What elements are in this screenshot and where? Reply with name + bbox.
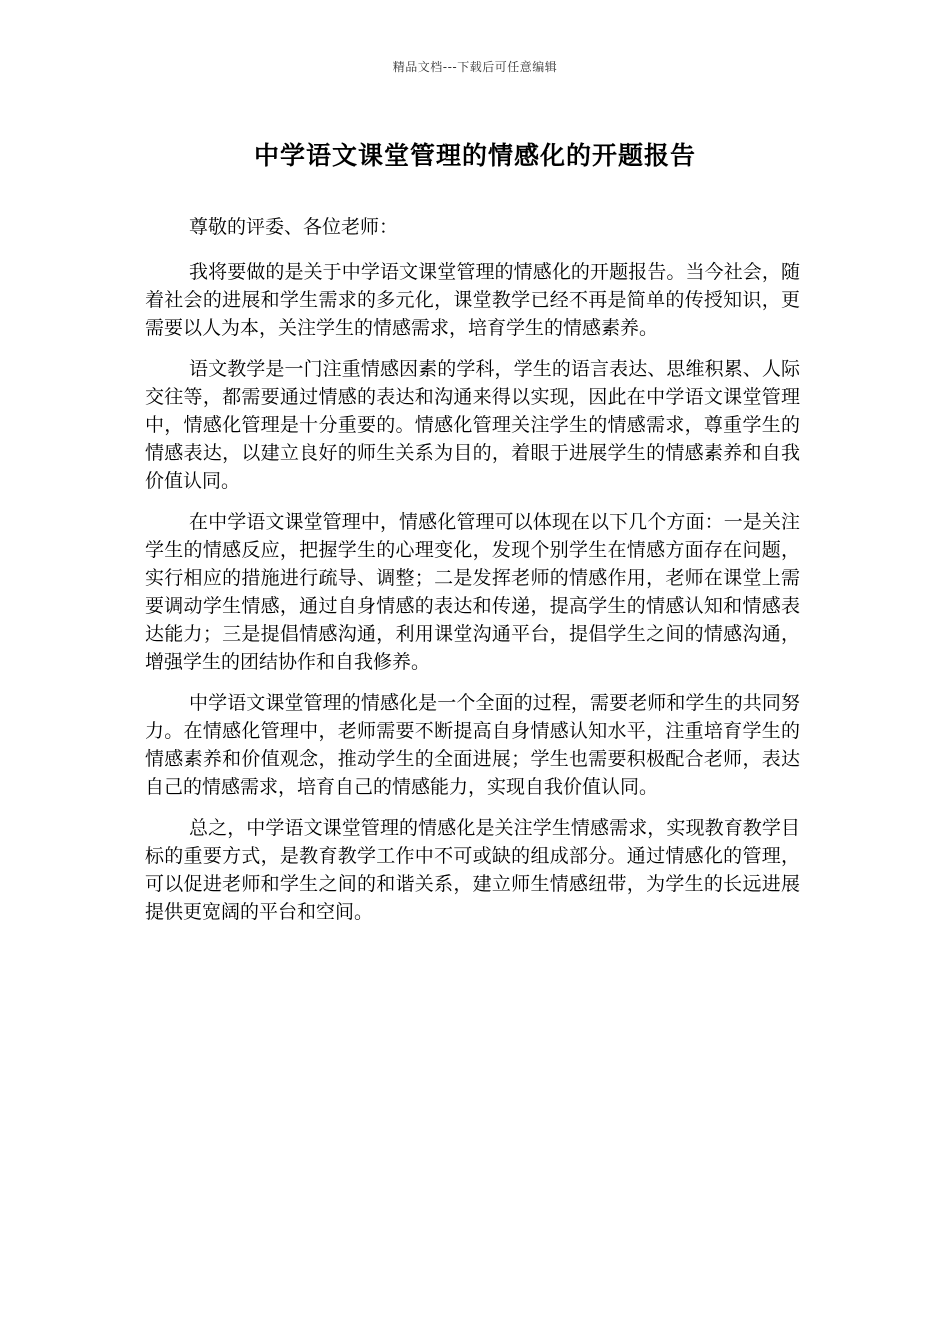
document-body [145, 213, 800, 939]
paragraph: 语文教学是一门注重情感因素的学科，学生的语言表达、思维积累、人际交往等，都需要通过情感的表达和沟通来得以实现，因此在中学语文课堂管理中，情感化管理是十分重要的。情感化管理关注学生的情感需求，尊重学生的情感表达，以建立良好的师生关系为目的，着眼于进展学生的情感素养和自我价值认同。 [145, 358, 800, 492]
document-title: 中学语文课堂管理的情感化的开题报告 [253, 141, 696, 170]
salutation: 尊敬的评委、各位老师： [189, 216, 399, 238]
header-note: 精品文档---下载后可任意编辑 [392, 60, 558, 74]
paragraph: 总之，中学语文课堂管理的情感化是关注学生情感需求，实现教育教学目标的重要方式，是教育教学工作中不可或缺的组成部分。通过情感化的管理，可以促进老师和学生之间的和谐关系，建立师生情感纽带，为学生的长远进展提供更宽阔的平台和空间。 [145, 817, 800, 923]
paragraph: 中学语文课堂管理的情感化是一个全面的过程，需要老师和学生的共同努力。在情感化管理中，老师需要不断提高自身情感认知水平，注重培育学生的情感素养和价值观念，推动学生的全面进展；学生也需要积极配合老师，表达自己的情感需求，培育自己的情感能力，实现自我价值认同。 [145, 692, 800, 798]
paragraph: 我将要做的是关于中学语文课堂管理的情感化的开题报告。当今社会，随着社会的进展和学生需求的多元化，课堂教学已经不再是简单的传授知识，更需要以人为本，关注学生的情感需求，培育学生的情感素养。 [145, 261, 800, 339]
paragraph: 在中学语文课堂管理中，情感化管理可以体现在以下几个方面：一是关注学生的情感反应，把握学生的心理变化，发现个别学生在情感方面存在问题，实行相应的措施进行疏导、调整；二是发挥老师的情感作用，老师在课堂上需要调动学生情感，通过自身情感的表达和传递，提高学生的情感认知和情感表达能力；三是提倡情感沟通，利用课堂沟通平台，提倡学生之间的情感沟通，增强学生的团结协作和自我修养。 [145, 511, 800, 673]
